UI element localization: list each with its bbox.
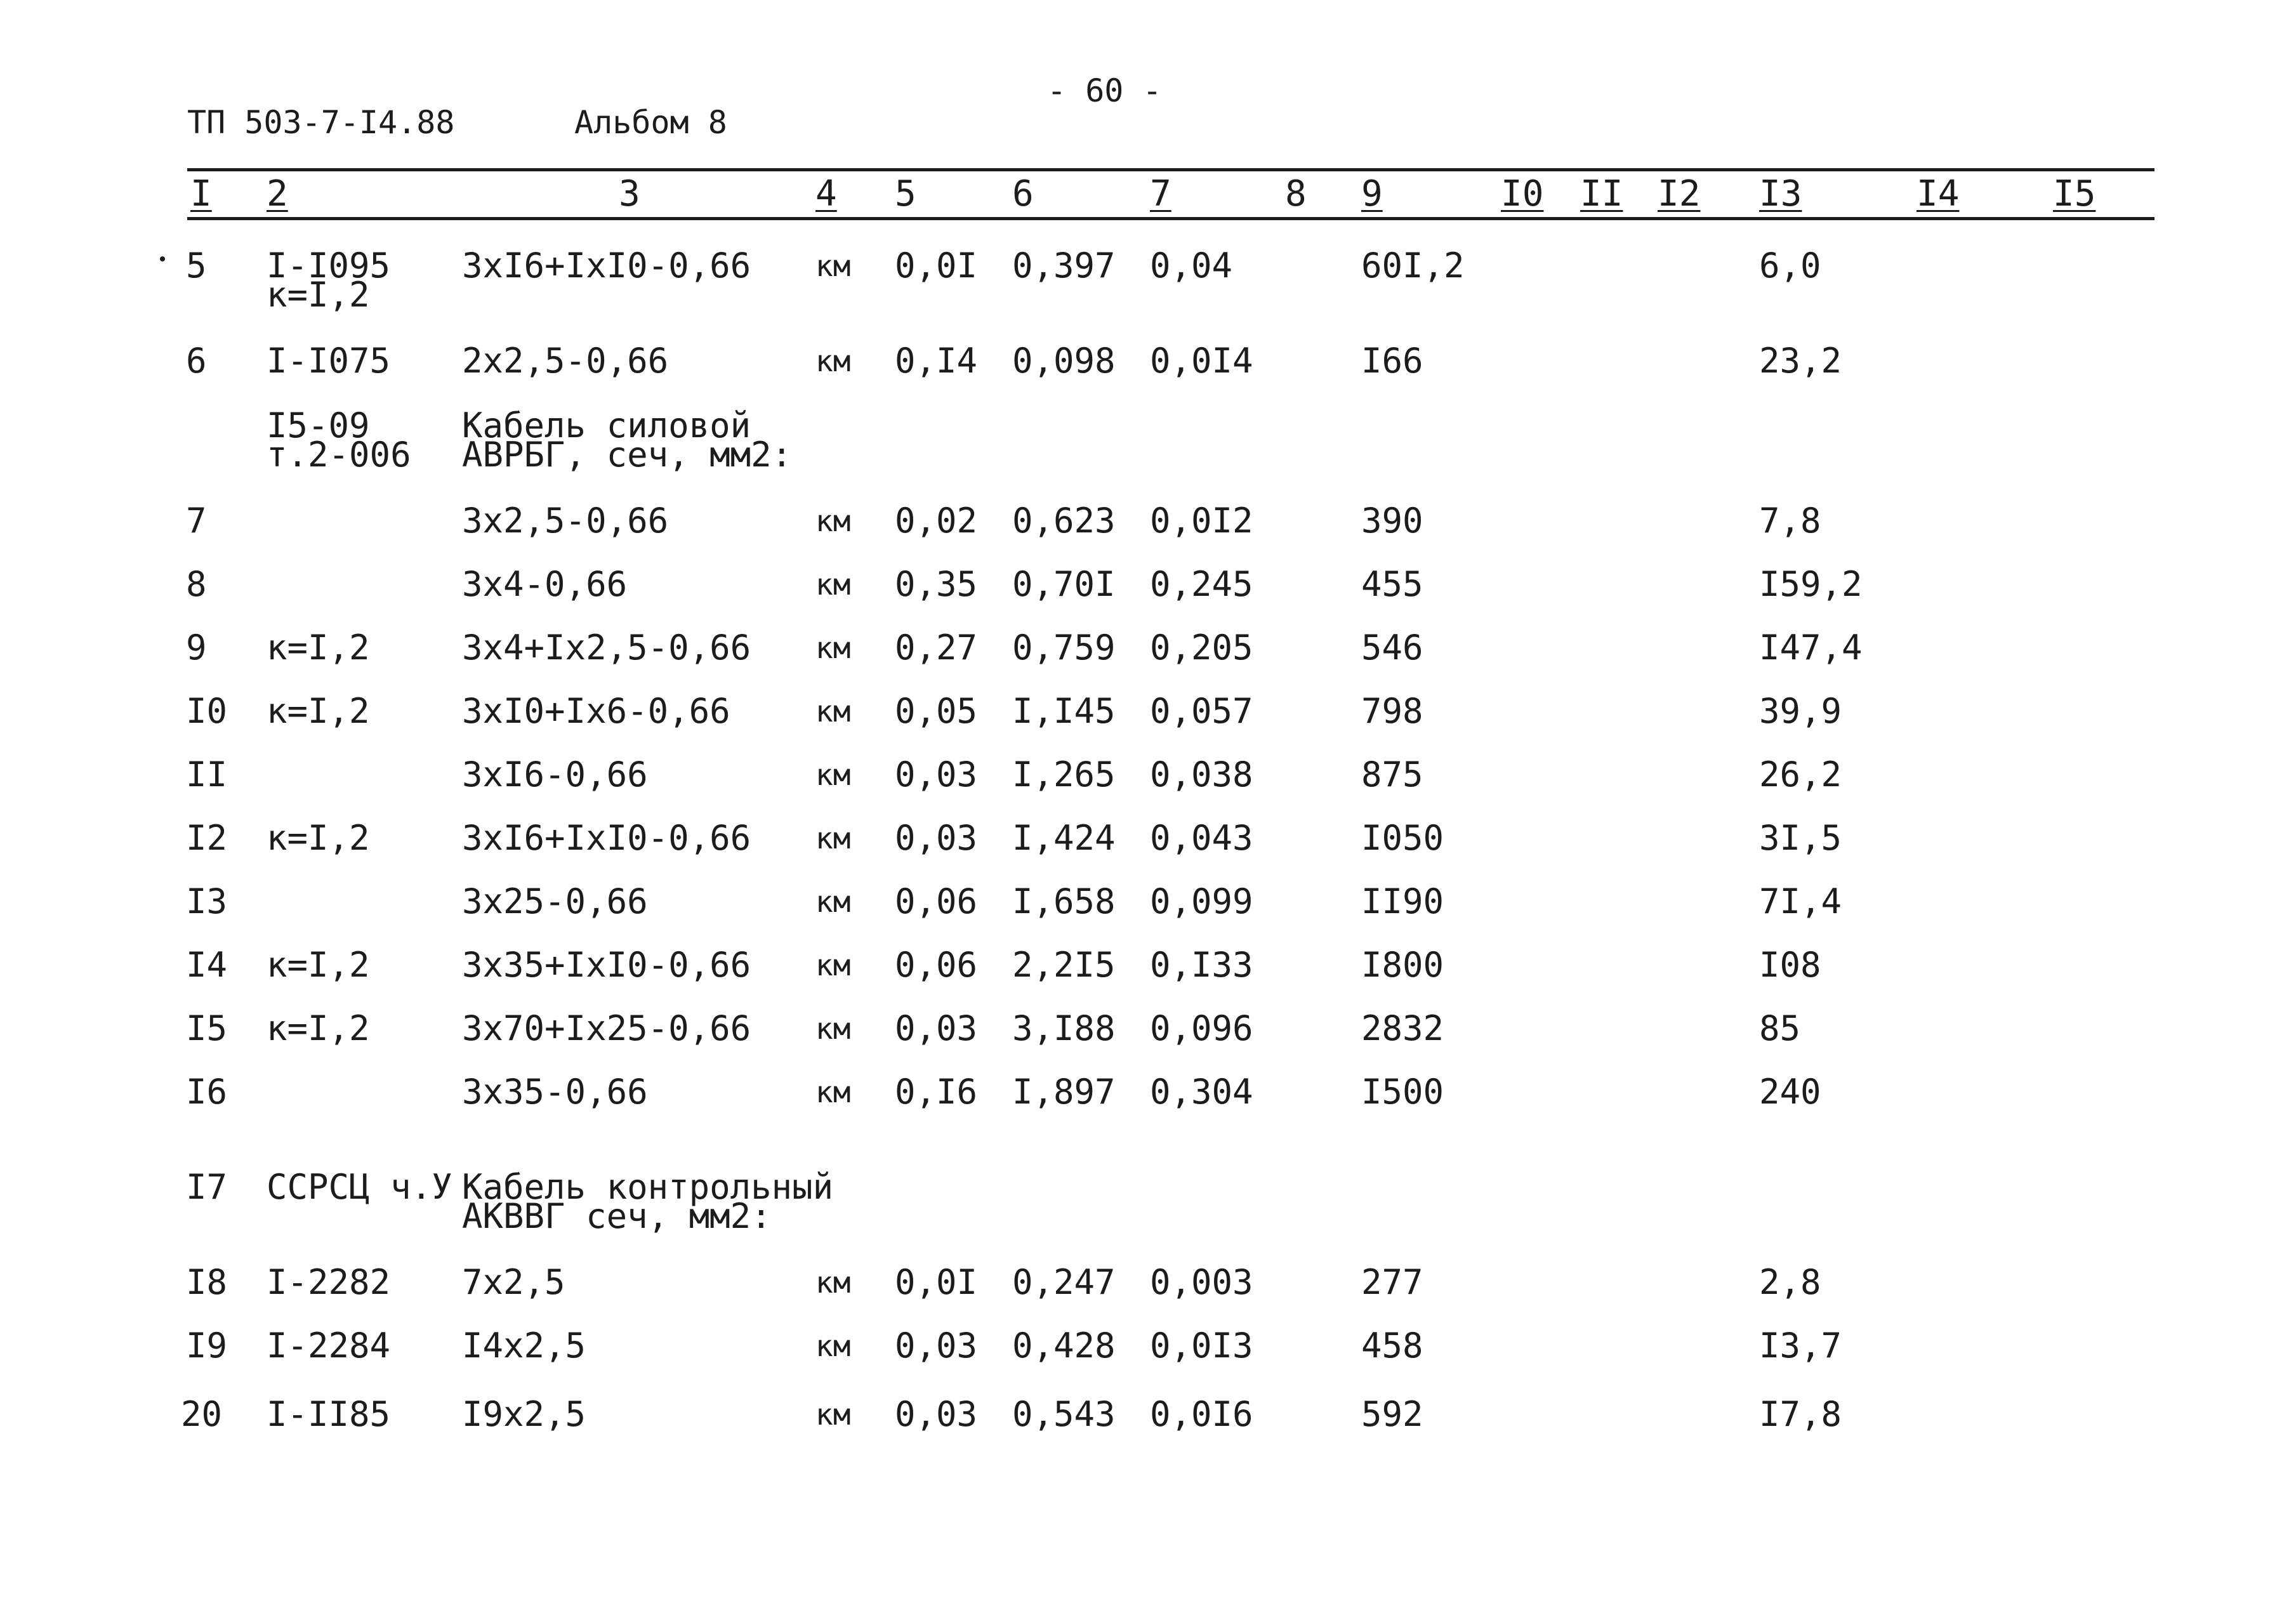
cell-col13: 6,0: [1759, 246, 1821, 286]
cell-col13: 2,8: [1759, 1262, 1821, 1302]
cell-col13: I3,7: [1759, 1326, 1842, 1366]
cell-col3: 3x35-0,66: [462, 1072, 648, 1112]
cell-col4: км: [815, 567, 851, 602]
cell-col3: 3x70+Ix25-0,66: [462, 1008, 751, 1048]
cell-col1: 9: [186, 628, 207, 668]
cell-col6: 0,543: [1012, 1394, 1116, 1434]
cell-col2: I-2284: [267, 1326, 391, 1366]
col-num-6: 6: [1012, 173, 1034, 214]
cell-col1: I6: [186, 1072, 228, 1112]
cell-col2: к=I,2: [267, 1008, 370, 1048]
cell-col7: 0,096: [1150, 1008, 1253, 1048]
cell-col4: км: [815, 1397, 851, 1432]
cell-col3: I4x2,5: [462, 1326, 586, 1366]
cell-col4: км: [815, 948, 851, 982]
cell-col7: 0,04: [1150, 246, 1233, 286]
table-row: [0, 246, 2296, 327]
cell-col3: I9x2,5: [462, 1394, 586, 1434]
col-num-10: I0: [1501, 173, 1544, 214]
cell-col6: I,I45: [1012, 691, 1116, 731]
cell-col5: 0,03: [895, 1008, 978, 1048]
cell-col4: км: [815, 758, 851, 792]
cell-col1: I4: [186, 945, 228, 985]
cell-col9: 2832: [1361, 1008, 1444, 1048]
table-row: [0, 1167, 2296, 1249]
cell-col9: 277: [1361, 1262, 1423, 1302]
cell-col2: к=I,2: [267, 691, 370, 731]
cell-col13: 7I,4: [1759, 881, 1842, 921]
cell-col4: км: [815, 694, 851, 728]
table-header-rule: [187, 217, 2154, 220]
cell-col6: 3,I88: [1012, 1008, 1116, 1048]
cell-col4: км: [815, 1075, 851, 1109]
cell-col2: I-II85: [267, 1394, 391, 1434]
cell-col9: 592: [1361, 1394, 1423, 1434]
cell-col1: I5: [186, 1008, 228, 1048]
cell-col9: II90: [1361, 881, 1444, 921]
cell-col13: 3I,5: [1759, 818, 1842, 858]
cell-col6: I,265: [1012, 755, 1116, 794]
cell-col1: II: [186, 755, 228, 794]
cell-col6: I,658: [1012, 881, 1116, 921]
cell-col5: 0,03: [895, 755, 978, 794]
cell-col7: 0,099: [1150, 881, 1253, 921]
cell-col7: 0,043: [1150, 818, 1253, 858]
cell-col5: 0,06: [895, 881, 978, 921]
col-num-12: I2: [1658, 173, 1701, 214]
cell-col1: 7: [186, 501, 207, 541]
cell-col2: ССРСЦ ч.У: [267, 1167, 452, 1207]
cell-col2: I-I095 к=I,2: [267, 246, 391, 315]
cell-col5: 0,I4: [895, 341, 978, 381]
cell-col13: I08: [1759, 945, 1821, 985]
col-num-11: II: [1580, 173, 1623, 214]
cell-col5: 0,03: [895, 1394, 978, 1434]
col-num-15: I5: [2053, 173, 2096, 214]
cell-col5: 0,35: [895, 564, 978, 604]
cell-col1: 5: [186, 246, 207, 286]
cell-col3: 3x2,5-0,66: [462, 501, 669, 541]
cell-col7: 0,038: [1150, 755, 1253, 794]
cell-col6: 0,397: [1012, 246, 1116, 286]
cell-col7: 0,0I3: [1150, 1326, 1253, 1366]
cell-col3: 3xI6+IxI0-0,66: [462, 246, 751, 286]
cell-col5: 0,03: [895, 818, 978, 858]
cell-col3: 3x4-0,66: [462, 564, 628, 604]
cell-col6: I,424: [1012, 818, 1116, 858]
col-num-9: 9: [1361, 173, 1383, 214]
cell-col7: 0,304: [1150, 1072, 1253, 1112]
cell-col1: 6: [186, 341, 207, 381]
cell-col13: I7,8: [1759, 1394, 1842, 1434]
cell-col2: к=I,2: [267, 818, 370, 858]
cell-col4: км: [815, 344, 851, 378]
cell-col13: 85: [1759, 1008, 1801, 1048]
cell-col4: км: [815, 1329, 851, 1363]
cell-col9: I500: [1361, 1072, 1444, 1112]
table-top-rule: [187, 168, 2154, 171]
cell-col9: I800: [1361, 945, 1444, 985]
col-num-14: I4: [1917, 173, 1960, 214]
cell-col6: 0,623: [1012, 501, 1116, 541]
col-num-2: 2: [267, 173, 288, 214]
col-num-7: 7: [1150, 173, 1171, 214]
col-num-5: 5: [895, 173, 916, 214]
cell-col3: Кабель контрольный АКВВГ сеч, мм2:: [462, 1167, 834, 1236]
cell-col6: 0,098: [1012, 341, 1116, 381]
col-num-4: 4: [815, 173, 837, 214]
cell-col3: 7x2,5: [462, 1262, 565, 1302]
cell-col4: км: [815, 249, 851, 283]
cell-col9: 546: [1361, 628, 1423, 668]
cell-col7: 0,0I6: [1150, 1394, 1253, 1434]
cell-col13: 39,9: [1759, 691, 1842, 731]
cell-col7: 0,057: [1150, 691, 1253, 731]
cell-col2: I-I075: [267, 341, 391, 381]
cell-col5: 0,27: [895, 628, 978, 668]
cell-col7: 0,0I4: [1150, 341, 1253, 381]
cell-col4: км: [815, 631, 851, 665]
table-row: [0, 405, 2296, 487]
cell-col5: 0,03: [895, 1326, 978, 1366]
cell-col5: 0,02: [895, 501, 978, 541]
cell-col3: 3xI6+IxI0-0,66: [462, 818, 751, 858]
cell-col3: 2x2,5-0,66: [462, 341, 669, 381]
cell-col9: 875: [1361, 755, 1423, 794]
cell-col1: I0: [186, 691, 228, 731]
cell-col5: 0,0I: [895, 1262, 978, 1302]
cell-col5: 0,0I: [895, 246, 978, 286]
cell-col1: I8: [186, 1262, 228, 1302]
cell-col9: 390: [1361, 501, 1423, 541]
album-label: Альбом 8: [574, 104, 727, 141]
cell-col3: Кабель силовой АВРБГ, сеч, мм2:: [462, 405, 793, 475]
cell-col1: 20: [181, 1394, 223, 1434]
cell-col5: 0,I6: [895, 1072, 978, 1112]
cell-col9: 798: [1361, 691, 1423, 731]
cell-col13: 26,2: [1759, 755, 1842, 794]
page-number: - 60 -: [1047, 72, 1162, 109]
cell-col4: км: [815, 504, 851, 538]
cell-col6: I,897: [1012, 1072, 1116, 1112]
cell-col3: 3xI6-0,66: [462, 755, 648, 794]
cell-col4: км: [815, 1012, 851, 1046]
cell-col4: км: [815, 821, 851, 855]
cell-col7: 0,205: [1150, 628, 1253, 668]
cell-col13: 7,8: [1759, 501, 1821, 541]
cell-col5: 0,06: [895, 945, 978, 985]
cell-col4: км: [815, 885, 851, 919]
cell-col1: I7: [186, 1167, 228, 1207]
cell-col9: I66: [1361, 341, 1423, 381]
cell-col5: 0,05: [895, 691, 978, 731]
cell-col1: I3: [186, 881, 228, 921]
cell-col2: I5-09 т.2-006: [267, 405, 411, 475]
col-num-1: I: [190, 173, 212, 214]
cell-col1: I2: [186, 818, 228, 858]
cell-col13: I59,2: [1759, 564, 1863, 604]
cell-col6: 2,2I5: [1012, 945, 1116, 985]
cell-col6: 0,428: [1012, 1326, 1116, 1366]
cell-col7: 0,0I2: [1150, 501, 1253, 541]
cell-col7: 0,003: [1150, 1262, 1253, 1302]
cell-col3: 3x35+IxI0-0,66: [462, 945, 751, 985]
cell-col3: 3x25-0,66: [462, 881, 648, 921]
cell-col7: 0,I33: [1150, 945, 1253, 985]
cell-col6: 0,247: [1012, 1262, 1116, 1302]
cell-col13: 23,2: [1759, 341, 1842, 381]
cell-col13: I47,4: [1759, 628, 1863, 668]
cell-col2: к=I,2: [267, 628, 370, 668]
cell-col9: 60I,2: [1361, 246, 1465, 286]
col-num-3: 3: [619, 173, 640, 214]
cell-col9: 455: [1361, 564, 1423, 604]
cell-col3: 3xI0+Ix6-0,66: [462, 691, 730, 731]
cell-col6: 0,70I: [1012, 564, 1116, 604]
col-num-13: I3: [1759, 173, 1802, 214]
cell-col3: 3x4+Ix2,5-0,66: [462, 628, 751, 668]
table-row: [0, 1072, 2296, 1154]
cell-col2: к=I,2: [267, 945, 370, 985]
cell-col1: I9: [186, 1326, 228, 1366]
cell-col7: 0,245: [1150, 564, 1253, 604]
cell-col1: 8: [186, 564, 207, 604]
document-code: ТП 503-7-I4.88: [187, 104, 455, 141]
cell-col2: I-2282: [267, 1262, 391, 1302]
cell-col9: I050: [1361, 818, 1444, 858]
cell-col9: 458: [1361, 1326, 1423, 1366]
col-num-8: 8: [1285, 173, 1307, 214]
cell-col13: 240: [1759, 1072, 1821, 1112]
table-row: [0, 1394, 2296, 1476]
cell-col4: км: [815, 1265, 851, 1300]
cell-col6: 0,759: [1012, 628, 1116, 668]
